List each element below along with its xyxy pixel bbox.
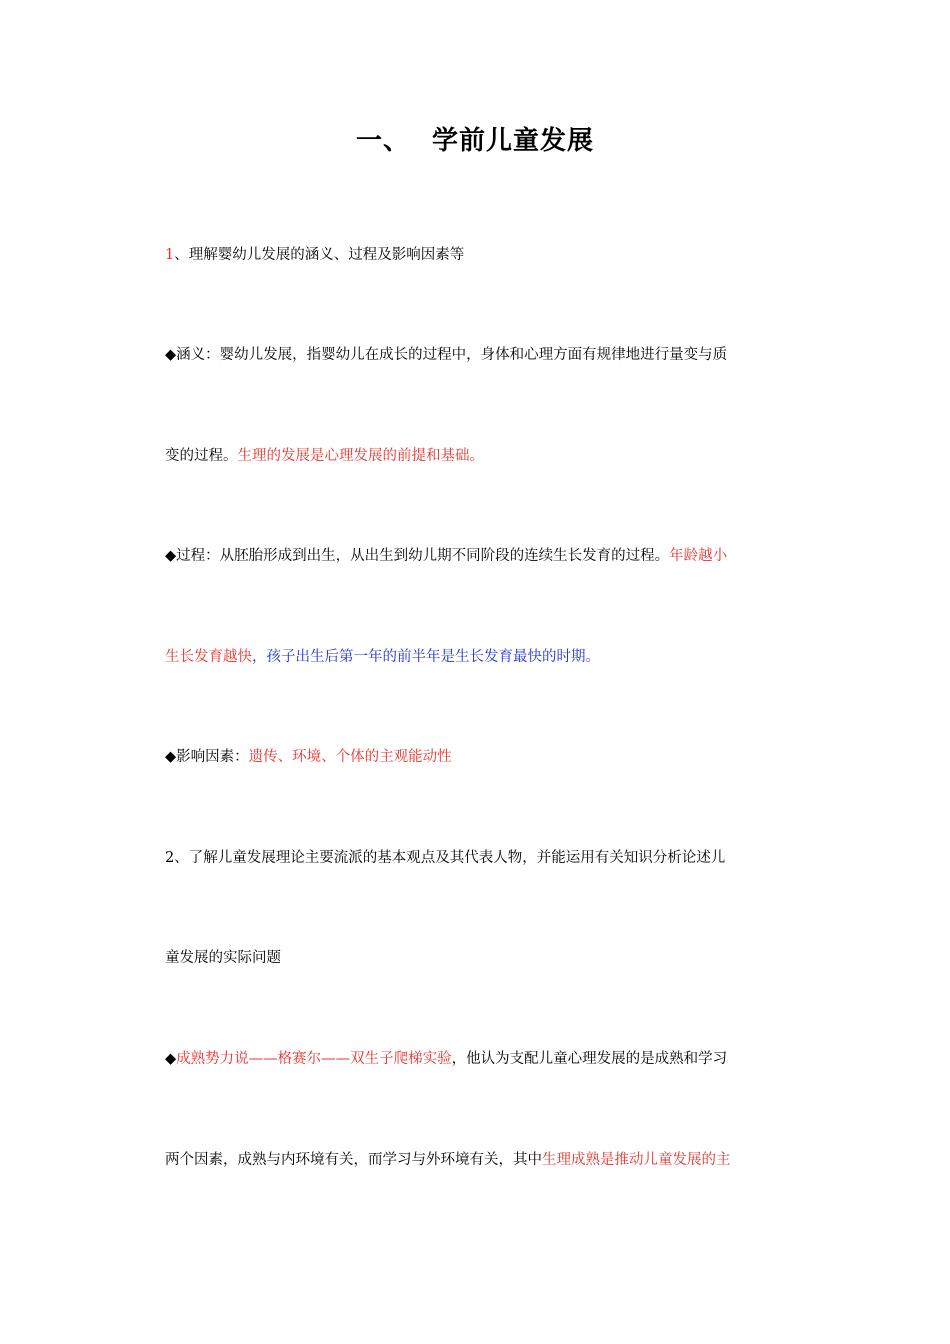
line-segment: 1 xyxy=(165,247,175,263)
line-segment: 2、了解儿童发展理论主要流派的基本观点及其代表人物，并能运用有关知识分析论述儿 xyxy=(165,850,726,866)
paragraph-line-9 xyxy=(165,1049,790,1069)
line-segment: 童发展的实际问题 xyxy=(165,950,281,966)
line-segment: ◆ xyxy=(165,1051,177,1067)
paragraph-line-10 xyxy=(165,1150,790,1170)
line-segment: 两个因素，成熟与内环境有关，而学习与外环境有关，其中 xyxy=(165,1152,542,1168)
section-heading-number: 一、 xyxy=(355,126,410,156)
line-segment: 生理成熟是推动儿童发展的主 xyxy=(542,1152,731,1168)
line-segment: 成熟势力说——格赛尔——双生子爬梯实验 xyxy=(176,1051,452,1067)
paragraph-line-7 xyxy=(165,848,790,868)
paragraph-line-1 xyxy=(165,245,790,265)
line-segment: ◆影响因素： xyxy=(165,749,249,765)
paragraph-line-3 xyxy=(165,446,790,466)
line-segment: ◆过程：从胚胎形成到出生，从出生到幼儿期不同阶段的连续生长发育的过程。 xyxy=(165,548,670,564)
line-segment: ，孩子出生后第一年的前半年是生长发育最快的时期。 xyxy=(252,649,600,665)
section-heading xyxy=(0,120,950,157)
line-segment: ◆涵义：婴幼儿发展，指婴幼儿在成长的过程中，身体和心理方面有规律地进行量变与质 xyxy=(165,347,728,363)
line-segment: 变的过程。 xyxy=(165,448,238,464)
paragraph-line-2 xyxy=(165,345,790,365)
line-segment: ，他认为支配儿童心理发展的是成熟和学习 xyxy=(451,1051,728,1067)
paragraph-line-8 xyxy=(165,948,790,968)
line-segment: 生长发育越快 xyxy=(165,649,252,665)
paragraph-line-5 xyxy=(165,647,790,667)
paragraph-line-6 xyxy=(165,747,790,767)
paragraph-line-4 xyxy=(165,546,790,566)
line-segment: 年龄越小 xyxy=(669,548,728,564)
line-segment: 生理的发展是心理发展的前提和基础。 xyxy=(237,448,484,464)
line-segment: 、理解婴幼儿发展的涵义、过程及影响因素等 xyxy=(174,247,465,263)
section-heading-text: 学前儿童发展 xyxy=(432,126,595,156)
line-segment: 遗传、环境、个体的主观能动性 xyxy=(248,749,452,765)
